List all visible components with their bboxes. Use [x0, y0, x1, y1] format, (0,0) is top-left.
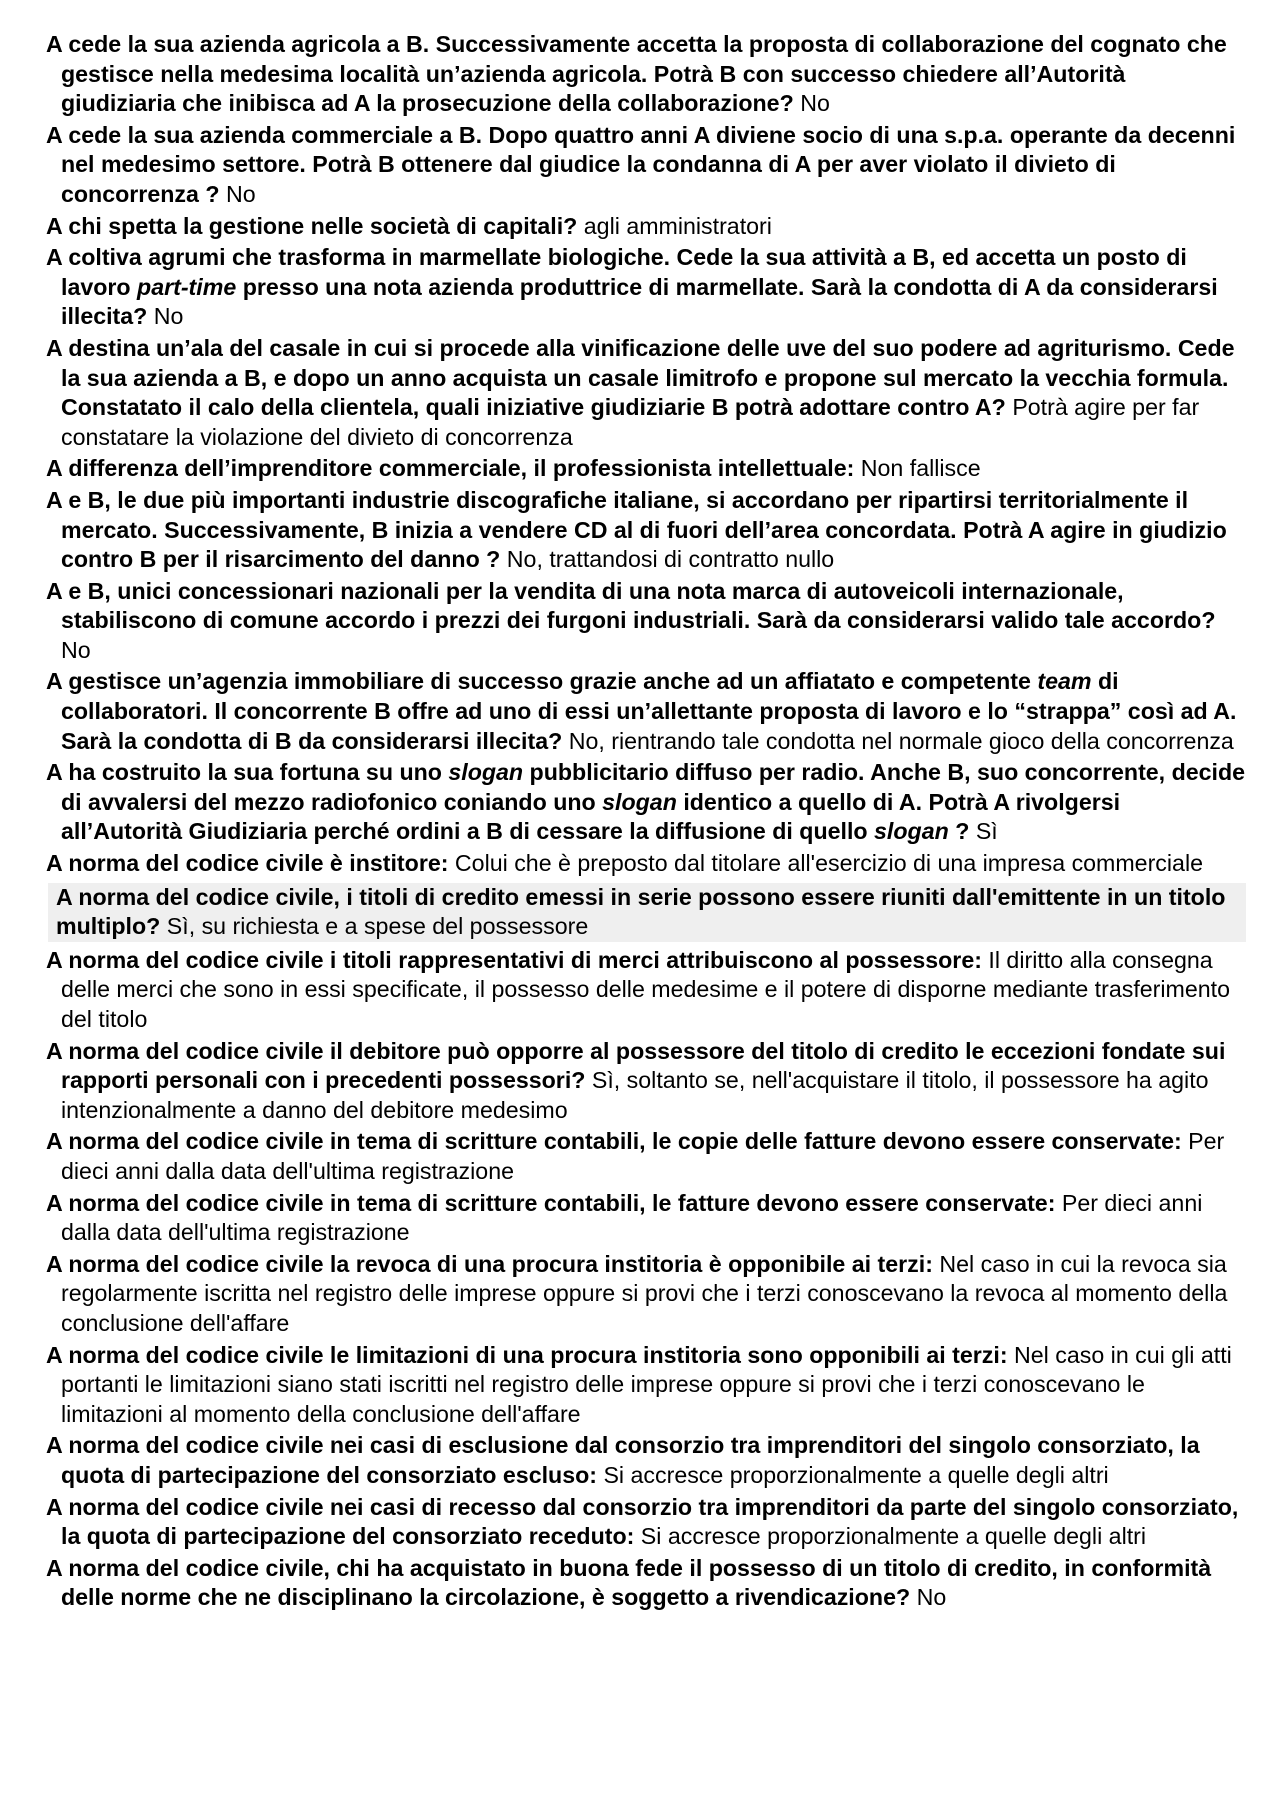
- question-fragment: A norma del codice civile, chi ha acquistato in buona fede il possesso di un titolo di credito, in conformità delle norme che ne disciplinano la circolazione, è soggetto a rivendicazione?: [46, 1554, 1212, 1611]
- question-fragment: A norma del codice civile le limitazioni di una procura institoria sono opponibili ai terzi:: [46, 1341, 1008, 1368]
- qa-entry: [46, 243, 1246, 332]
- question-fragment: A chi spetta la gestione nelle società di capitali?: [46, 212, 578, 239]
- question-fragment: A cede la sua azienda commerciale a B. Dopo quattro anni A diviene socio di una s.p.a. operante da decenni nel medesimo settore. Potrà B ottenere dal giudice la condanna di A per aver violato il divieto di concorrenza ?: [46, 121, 1236, 207]
- question-fragment: A cede la sua azienda agricola a B. Successivamente accetta la proposta di collaborazione del cognato che gestisce nella medesima località un’azienda agricola. Potrà B con successo chiedere all’Autorità giudiziaria che inibisca ad A la prosecuzione della collaborazione?: [46, 31, 1227, 117]
- qa-list: [46, 30, 1246, 1613]
- question-fragment: A norma del codice civile nei casi di recesso dal consorzio tra imprenditori da parte del singolo consorziato, la quota di partecipazione del consorziato receduto:: [46, 1493, 1239, 1550]
- qa-entry: [46, 121, 1246, 210]
- qa-entry: [46, 1250, 1246, 1339]
- question-text: [46, 759, 1245, 844]
- question-text: [46, 244, 1218, 329]
- answer-text: Potrà agire per far constatare la violazione del divieto di concorrenza: [61, 394, 1200, 450]
- answer-text: Nel caso in cui la revoca sia regolarmente iscritta nel registro delle imprese oppure si provi che i terzi conoscevano la revoca al momento della conclusione dell'affare: [61, 1250, 1228, 1336]
- answer-text: Sì, su richiesta e a spese del possessore: [166, 913, 589, 940]
- question-text: [46, 947, 982, 973]
- question-fragment: A norma del codice civile nei casi di esclusione dal consorzio tra imprenditori del singolo consorziato, la quota di partecipazione del consorziato escluso:: [46, 1432, 1200, 1488]
- question-text: [46, 1342, 1008, 1368]
- answer-text: Per dieci anni dalla data dell'ultima registrazione: [61, 1189, 1203, 1246]
- question-text: [46, 578, 1216, 634]
- question-fragment: A norma del codice civile, i titoli di credito emessi in serie possono essere riuniti dall'emittente in un titolo multiplo?: [56, 883, 1226, 940]
- question-text: [46, 1128, 1182, 1154]
- question-fragment: A coltiva agrumi che trasforma in marmellate biologiche. Cede la sua attività a B, ed accetta un posto di lavoro: [46, 244, 1187, 300]
- question-emphasis: part-time: [137, 273, 237, 300]
- answer-text: Sì, soltanto se, nell'acquistare il titolo, il possessore ha agito intenzionalmente a danno del debitore medesimo: [61, 1067, 1209, 1123]
- qa-entry: [46, 334, 1246, 452]
- question-text: [46, 213, 577, 239]
- question-fragment: A e B, le due più importanti industrie discografiche italiane, si accordano per ripartirsi territorialmente il mercato. Successivamente, B inizia a vendere CD al di fuori dell’area concordata. Potrà A agire in giudizio contro B per il risarcimento del danno ?: [46, 486, 1227, 573]
- qa-entry: [46, 849, 1246, 879]
- question-fragment: pubblicitario diffuso per radio. Anche B, suo concorrente, decide di avvalersi del mezzo radiofonico coniando uno: [61, 759, 1246, 815]
- qa-entry: [46, 577, 1246, 666]
- question-emphasis: slogan: [874, 818, 949, 845]
- answer-text: Non fallisce: [860, 455, 981, 482]
- question-fragment: A e B, unici concessionari nazionali per la vendita di una nota marca di autoveicoli internazionale, stabiliscono di comune accordo i prezzi dei furgoni industriali. Sarà da considerarsi valido tale accordo?: [46, 577, 1216, 634]
- question-text: [46, 455, 854, 481]
- question-fragment: ?: [948, 818, 970, 845]
- answer-text: Si accresce proporzionalmente a quelle degli altri: [640, 1523, 1147, 1550]
- question-fragment: di collaboratori. Il concorrente B offre ad uno di essi un’allettante proposta di lavoro e lo “strappa” così ad A. Sarà la condotta di B da considerarsi illecita?: [61, 668, 1237, 754]
- qa-entry: [46, 1493, 1246, 1552]
- qa-entry: [46, 1127, 1246, 1186]
- answer-text: Colui che è preposto dal titolare all'esercizio di una impresa commerciale: [454, 850, 1203, 877]
- question-text: [46, 1190, 1055, 1216]
- qa-entry: [46, 1431, 1246, 1490]
- qa-entry: [46, 758, 1246, 847]
- question-fragment: A norma del codice civile la revoca di una procura institoria è opponibile ai terzi:: [46, 1250, 933, 1277]
- question-fragment: A norma del codice civile è institore:: [46, 850, 449, 877]
- qa-entry: [46, 1189, 1246, 1248]
- answer-text: No: [916, 1584, 947, 1611]
- document-page: [46, 30, 1246, 1613]
- question-text: [46, 122, 1235, 207]
- question-emphasis: team: [1037, 668, 1092, 695]
- question-text: [46, 31, 1227, 116]
- question-text: [46, 850, 448, 876]
- answer-text: Si accresce proporzionalmente a quelle degli altri: [603, 1461, 1109, 1488]
- qa-entry: [46, 1037, 1246, 1126]
- question-fragment: presso una nota azienda produttrice di marmellate. Sarà la condotta di A da considerarsi illecita?: [61, 273, 1218, 330]
- question-emphasis: slogan: [448, 759, 524, 786]
- answer-text: agli amministratori: [583, 212, 772, 239]
- qa-entry: [46, 454, 1246, 484]
- question-text: [46, 1251, 933, 1277]
- qa-entry: [46, 486, 1246, 575]
- qa-entry: [48, 883, 1246, 942]
- answer-text: Il diritto alla consegna delle merci che sono in essi specificate, il possesso delle medesime e il potere di disporne mediante trasferimento del titolo: [61, 946, 1230, 1032]
- qa-entry: [46, 212, 1246, 242]
- question-fragment: A norma del codice civile i titoli rappresentativi di merci attribuiscono al possessore:: [46, 946, 982, 973]
- qa-entry: [46, 1554, 1246, 1613]
- question-fragment: A differenza dell’imprenditore commerciale, il professionista intellettuale:: [46, 455, 855, 482]
- qa-entry: [46, 667, 1246, 756]
- answer-text: No: [153, 303, 184, 330]
- answer-text: Per dieci anni dalla data dell'ultima registrazione: [61, 1128, 1225, 1184]
- answer-text: No: [800, 90, 830, 117]
- qa-entry: [46, 30, 1246, 119]
- answer-text: Nel caso in cui gli atti portanti le limitazioni siano stati iscritti nel registro delle imprese oppure si provi che i terzi conoscevano le limitazioni al momento della conclusione dell'affare: [61, 1341, 1232, 1427]
- question-fragment: A norma del codice civile in tema di scritture contabili, le fatture devono essere conservate:: [46, 1189, 1056, 1216]
- answer-text: No: [61, 636, 91, 663]
- answer-text: No, rientrando tale condotta nel normale gioco della concorrenza: [568, 727, 1234, 754]
- question-fragment: A norma del codice civile in tema di scritture contabili, le copie delle fatture devono essere conservate:: [46, 1128, 1182, 1155]
- question-fragment: A destina un’ala del casale in cui si procede alla vinificazione delle uve del suo podere ad agriturismo. Cede la sua azienda a B, e dopo un anno acquista un casale limitrofo e propone sul mercato la vecchia formula. Constatato il calo della clientela, quali iniziative giudiziarie B potrà adottare contro A?: [46, 334, 1235, 421]
- answer-text: Sì: [975, 818, 998, 845]
- question-fragment: A ha costruito la sua fortuna su uno: [46, 759, 449, 786]
- answer-text: No, trattandosi di contratto nullo: [506, 546, 835, 573]
- question-text: [46, 1555, 1211, 1611]
- question-fragment: A gestisce un’agenzia immobiliare di successo grazie anche ad un affiatato e competente: [46, 668, 1038, 695]
- question-fragment: identico a quello di A. Potrà A rivolgersi all’Autorità Giudiziaria perché ordini a B di cessare la diffusione di quello: [61, 788, 1121, 845]
- qa-entry: [46, 946, 1246, 1035]
- question-emphasis: slogan: [602, 788, 677, 815]
- question-fragment: A norma del codice civile il debitore può opporre al possessore del titolo di credito le eccezioni fondate sui rapporti personali con i precedenti possessori?: [46, 1037, 1226, 1094]
- answer-text: No: [225, 180, 256, 207]
- qa-entry: [46, 1341, 1246, 1430]
